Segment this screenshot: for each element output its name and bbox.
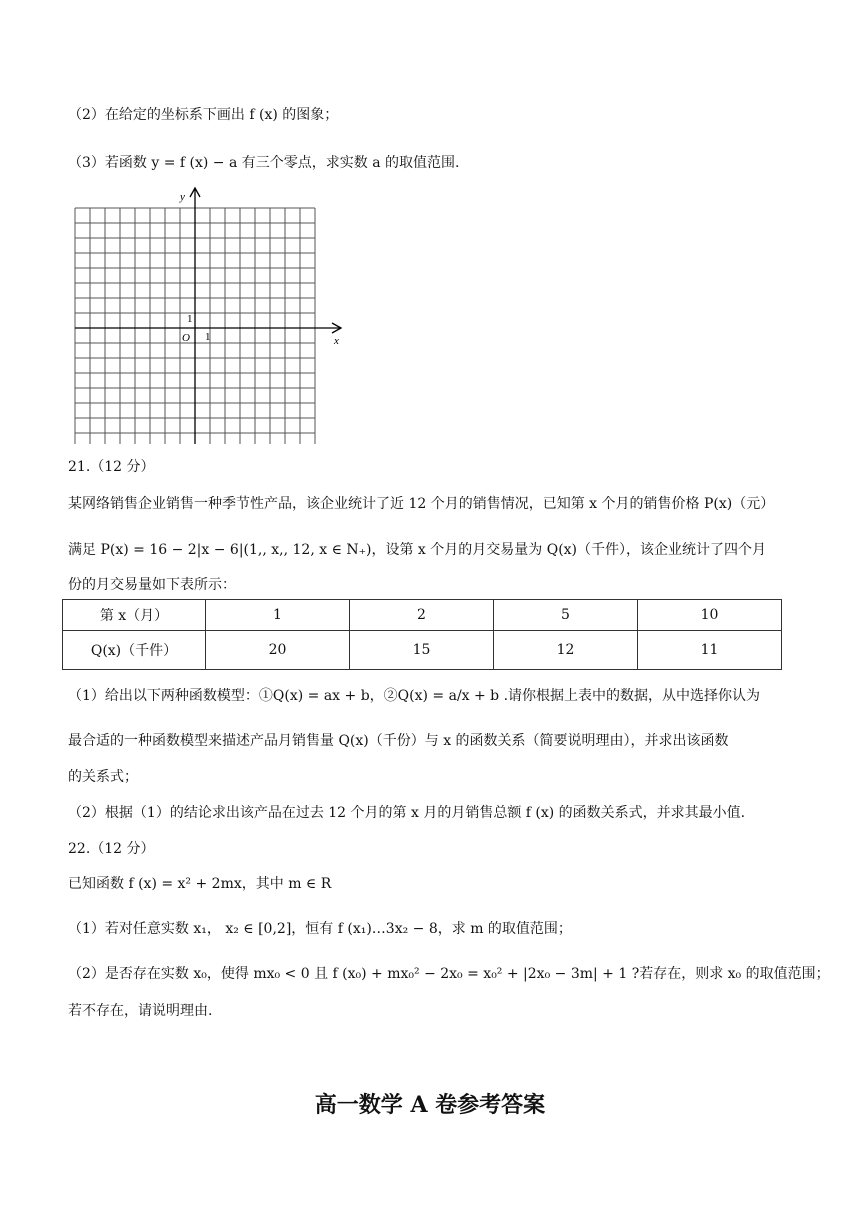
value-cell: 20	[206, 631, 350, 670]
q21-part1-line1: （1）给出以下两种函数模型：①Q(x) = ax + b，②Q(x) = a/x + b .请你根据上表中的数据，从中选择你认为	[68, 688, 761, 704]
q22-stem: 已知函数 f (x) = x² + 2mx，其中 m ∈ R	[68, 876, 332, 892]
coordinate-grid	[60, 182, 360, 452]
month-cell: 5	[494, 600, 638, 631]
value-cell: 11	[638, 631, 782, 670]
q21-part1-line3: 的关系式；	[68, 769, 138, 785]
y-tick-label: 1	[187, 313, 193, 325]
q21-part1-line2: 最合适的一种函数模型来描述产品月销售量 Q(x)（千份）与 x 的函数关系（简要说明理由），并求出该函数	[68, 733, 729, 749]
sales-volume-table	[62, 599, 782, 670]
month-cell: 10	[638, 600, 782, 631]
table-header-label: 第 x（月）	[63, 600, 206, 631]
y-axis-label: y	[180, 191, 185, 203]
table-row	[63, 600, 782, 631]
q21-header: 21.（12 分）	[68, 459, 155, 475]
table-row	[63, 631, 782, 670]
month-cell: 2	[350, 600, 494, 631]
q20-part2: （2）在给定的坐标系下画出 f (x) 的图象；	[68, 107, 339, 123]
q21-stem-line1: 某网络销售企业销售一种季节性产品，该企业统计了近 12 个月的销售情况，已知第 x 个月的销售价格 P(x)（元）	[68, 496, 775, 512]
answer-key-title: 高一数学 A 卷参考答案	[314, 1092, 546, 1118]
q21-stem-line2: 满足 P(x) = 16 − 2|x − 6|(1,, x,, 12, x ∈ N₊)，设第 x 个月的月交易量为 Q(x)（千件），该企业统计了四个月	[68, 542, 767, 558]
x-axis-label: x	[334, 335, 339, 347]
value-cell: 15	[350, 631, 494, 670]
q22-header: 22.（12 分）	[68, 841, 155, 857]
q21-part2: （2）根据（1）的结论求出该产品在过去 12 个月的第 x 月的月销售总额 f (x) 的函数关系式，并求其最小值.	[68, 805, 746, 821]
q22-part2-line1: （2）是否存在实数 x₀，使得 mx₀ < 0 且 f (x₀) + mx₀² − 2x₀ = x₀² + |2x₀ − 3m| + 1 ?若存在，则求 x₀ 的取值范围；	[68, 966, 830, 982]
q22-part2-line2: 若不存在，请说明理由.	[68, 1003, 213, 1019]
origin-label: O	[182, 332, 190, 344]
q21-stem-line3: 份的月交易量如下表所示：	[68, 577, 236, 593]
q20-part3: （3）若函数 y = f (x) − a 有三个零点，求实数 a 的取值范围.	[68, 155, 460, 171]
value-cell: 12	[494, 631, 638, 670]
x-tick-label: 1	[205, 331, 211, 343]
table-row-label: Q(x)（千件）	[63, 631, 206, 670]
q22-part1: （1）若对任意实数 x₁， x₂ ∈ [0,2]，恒有 f (x₁)…3x₂ − 8，求 m 的取值范围；	[68, 921, 572, 937]
month-cell: 1	[206, 600, 350, 631]
